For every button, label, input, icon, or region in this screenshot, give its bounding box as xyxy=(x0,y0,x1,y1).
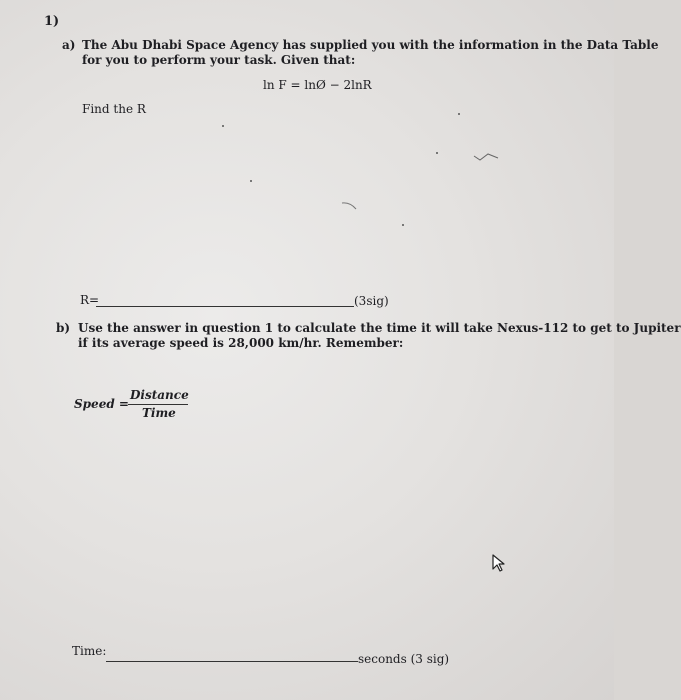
formula-denominator: Time xyxy=(142,406,176,420)
paper-speck xyxy=(222,125,224,127)
paper-speck xyxy=(436,152,438,154)
part-b-label: b) xyxy=(56,321,71,335)
paper-speck xyxy=(250,180,252,182)
fraction-bar xyxy=(128,404,188,405)
question-number: 1) xyxy=(44,14,60,29)
part-a-text-line1: The Abu Dhabi Space Agency has supplied you with the information in the Data Table xyxy=(82,38,659,52)
find-r-prompt: Find the R xyxy=(82,102,146,116)
part-a-text-line2: for you to perform your task. Given that: xyxy=(82,53,356,67)
given-equation: ln F = lnØ − 2lnR xyxy=(263,78,372,92)
part-a-label: a) xyxy=(62,38,76,52)
pencil-mark xyxy=(340,200,360,212)
mouse-pointer-icon xyxy=(490,553,506,573)
paper-speck xyxy=(402,224,404,226)
r-answer-blank[interactable] xyxy=(96,306,354,307)
part-b-text-line2: if its average speed is 28,000 km/hr. Remember: xyxy=(78,336,404,350)
paper-speck xyxy=(458,113,460,115)
r-answer-label: R= xyxy=(80,293,100,307)
formula-numerator: Distance xyxy=(130,388,189,402)
r-sig-figs-note: (3sig) xyxy=(354,294,389,308)
time-answer-label: Time: xyxy=(72,644,107,658)
speed-formula-label: Speed = xyxy=(74,397,129,411)
pencil-mark xyxy=(472,150,502,164)
time-unit-note: seconds (3 sig) xyxy=(358,652,450,666)
part-b-text-line1: Use the answer in question 1 to calculate the time it will take Nexus-112 to get to Jupiter xyxy=(78,321,681,335)
time-answer-blank[interactable] xyxy=(106,661,358,662)
